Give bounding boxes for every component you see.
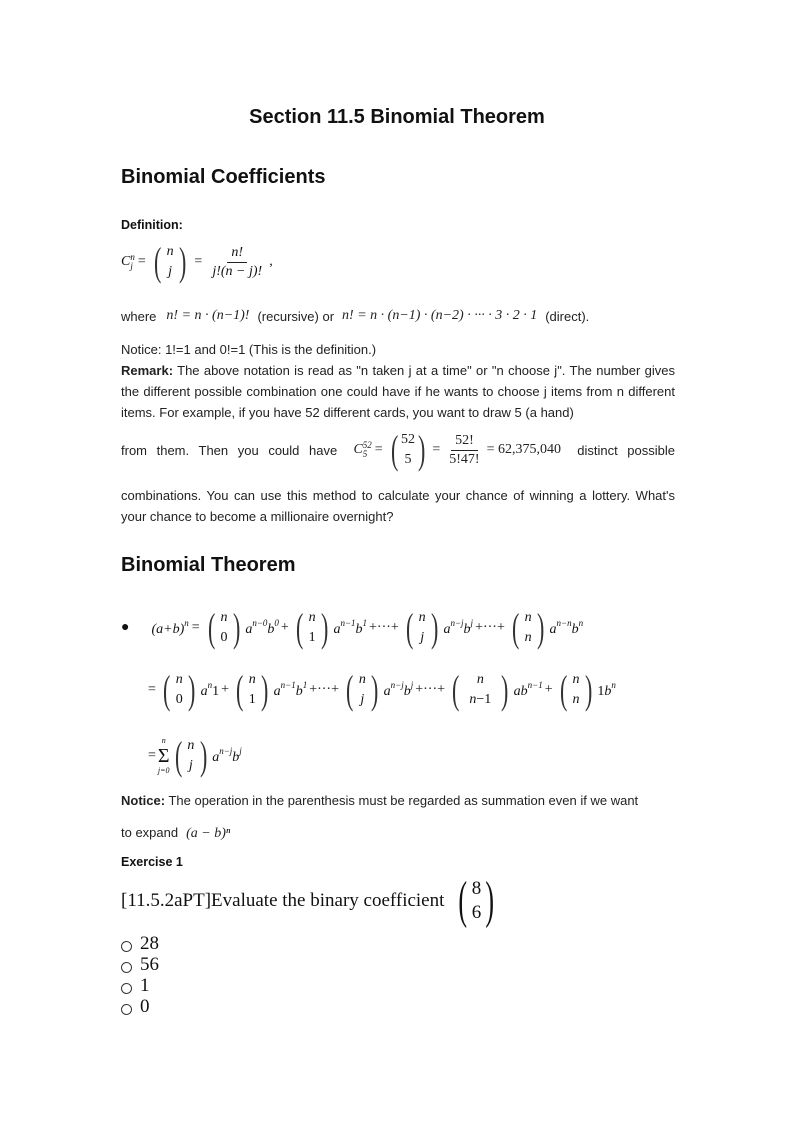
theorem-line-2: = ( n 0 ) $a^n1$ + ( n 1 ) $a^{n-1}b^1$ +···+ ( n j ) $a^{n-j}b^j$ +···+ ( n n−1 ) $ab^{n-1}$ + ( n n ) $1b^n$ xyxy=(148,667,616,712)
radio-icon[interactable] xyxy=(121,983,132,994)
example-line: from them. Then you could have C 52 5 = ( 52 5 ) = $\frac{52!}{5!47!}$ = 62,375,040 distinct possible xyxy=(121,427,675,472)
notice-summation-cont: to expand (a − b)ⁿ xyxy=(121,825,231,841)
notice-label: Notice: xyxy=(121,793,166,808)
c-symbol: C n j xyxy=(121,252,135,271)
page-title: Section 11.5 Binomial Theorem xyxy=(249,106,545,128)
radio-icon[interactable] xyxy=(121,1004,132,1015)
definition-formula: C n j = ( n j ) = $\frac{n!}{j!(n - j)!}$ , xyxy=(121,239,273,284)
direct-formula: n! = n · (n−1) · (n−2) · ··· · 3 · 2 · 1 xyxy=(342,308,538,323)
theorem-line-3: = n Σ j=0 ( n j ) $a^{n-j}b^j$ xyxy=(148,733,242,778)
exercise-question: [11.5.2aPT]Evaluate the binary coefficient ( 8 6 ) xyxy=(121,875,499,927)
bullet-icon: ● xyxy=(121,620,130,635)
exercise-label: Exercise 1 xyxy=(121,855,183,869)
closing-paragraph: combinations. You can use this method to calculate your chance of winning a lottery. What's your chance to become a millionaire overnight? xyxy=(121,488,675,524)
heading-binomial-coefficients: Binomial Coefficients xyxy=(121,166,326,188)
exercise-binomial: ( 8 6 ) xyxy=(458,872,495,929)
option-56[interactable]: 56 xyxy=(121,954,159,976)
radio-icon[interactable] xyxy=(121,962,132,973)
notice-factorial: Notice: 1!=1 and 0!=1 (This is the definition.) xyxy=(121,342,377,357)
example-formula: C 52 5 = ( 52 5 ) = $\frac{52!}{5!47!}$ = 62,375,040 xyxy=(353,427,561,472)
where-line: where n! = n · (n−1)! (recursive) or n! = n · (n−1) · (n−2) · ··· · 3 · 2 · 1 (direct). xyxy=(121,308,590,324)
heading-binomial-theorem: Binomial Theorem xyxy=(121,554,296,576)
factorial-fraction: $\frac{n!}{j!(n - j)!}$ xyxy=(212,244,263,279)
radio-icon[interactable] xyxy=(121,941,132,952)
option-28[interactable]: 28 xyxy=(121,933,159,955)
option-0[interactable]: 0 xyxy=(121,996,150,1018)
definition-label: Definition: xyxy=(121,218,183,232)
remark-paragraph: Remark: The above notation is read as "n taken j at a time" or "n choose j". The number gives the different possible combination one could have if he wants to choose j items from n different items. For example, if you have 52 different cards, you want to draw 5 (a hand) xyxy=(121,363,675,420)
sigma-sum: n Σ j=0 xyxy=(157,736,170,775)
binomial-n-j: ( n j ) xyxy=(153,239,187,284)
remark-label: Remark: xyxy=(121,363,174,378)
option-1[interactable]: 1 xyxy=(121,975,150,997)
recursive-formula: n! = n · (n−1)! xyxy=(166,308,250,323)
theorem-line-1: ● $(a+b)^n$ = ( n 0 ) $a^{n-0}b^0$ + ( n 1 ) $a^{n-1}b^1$ +···+ ( n j ) $a^{n-j}b^j$ +···+ ( n n ) $a^{n-n}b^n$ xyxy=(121,605,584,650)
notice-summation: Notice: The operation in the parenthesis must be regarded as summation even if we want xyxy=(121,793,639,808)
